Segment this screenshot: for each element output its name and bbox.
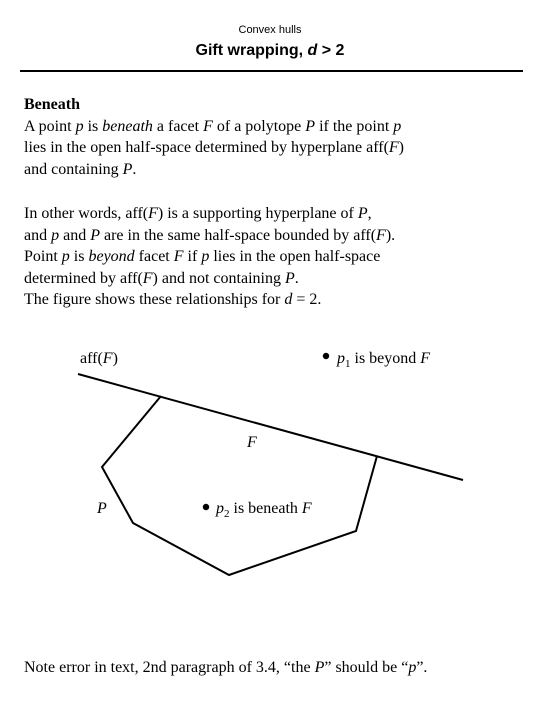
explanation-line-3: Point p is beyond facet F if p lies in the open half-space [24, 248, 381, 265]
point-p2 [203, 504, 209, 510]
explanation-line-5: The figure shows these relationships for d = 2. [24, 291, 322, 308]
definition-line-2: lies in the open half-space determined by hyperplane aff(F) [24, 139, 404, 156]
aff-f-label: aff(F) [80, 350, 118, 367]
polytope-p-label: P [97, 500, 107, 517]
errata-note: Note error in text, 2nd paragraph of 3.4, “the P” should be “p”. [24, 659, 428, 676]
explanation-line-2: and p and P are in the same half-space bounded by aff(F). [24, 226, 396, 244]
p1-label: $p_1$ is beyond F [337, 350, 431, 370]
beyond-definition [24, 203, 524, 311]
section-heading: Beneath [24, 96, 80, 113]
definition-line-1: A point p is beneath a facet F of a polytope P if the point p [24, 117, 402, 135]
beneath-beyond-figure [0, 330, 540, 590]
point-p1 [323, 353, 329, 359]
slide-subtitle: Convex hulls [238, 24, 302, 36]
facet-f-label: F [247, 434, 257, 451]
beneath-definition [24, 94, 524, 180]
header-divider [20, 70, 523, 72]
definition-line-3: and containing P. [24, 160, 137, 178]
polytope-boundary [102, 396, 377, 575]
slide-title: Gift wrapping, d > 2 [195, 42, 345, 59]
p2-label: $p_2$ is beneath F [216, 500, 312, 520]
explanation-line-4: determined by aff(F) and not containing P. [24, 269, 299, 287]
explanation-line-1: In other words, aff(F) is a supporting hyperplane of P, [24, 205, 372, 222]
